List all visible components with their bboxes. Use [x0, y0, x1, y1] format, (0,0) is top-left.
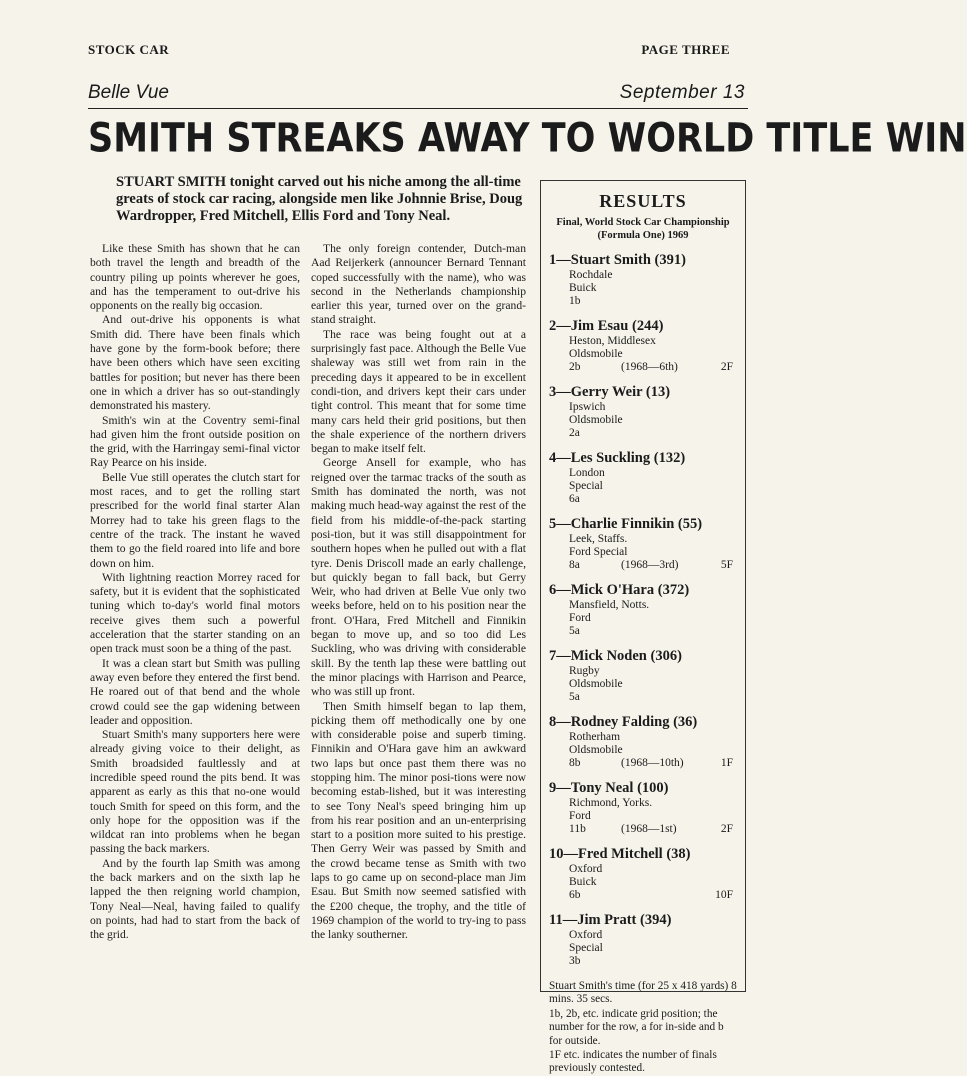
- result-grid-line: [549, 823, 737, 836]
- result-detail: 5a: [569, 625, 580, 637]
- article-column-1: [90, 242, 300, 943]
- note: 1F etc. indicates the number of finals previously contested.: [549, 1049, 717, 1075]
- result-detail: Heston, Middlesex: [569, 335, 656, 347]
- result-detail: 3b: [569, 955, 581, 967]
- lead-paragraph: STUART SMITH tonight carved out his niche among the all-time greats of stock car racing, alongside men like Johnnie Brise, Doug Wardropper, Fred Mitchell, Ellis Ford and Tony Neal.: [116, 174, 523, 224]
- result-grid-cell: (1968—1st): [621, 823, 677, 835]
- headline: SMITH STREAKS AWAY TO WORLD TITLE WIN: [88, 116, 967, 162]
- result-entry: [549, 648, 737, 704]
- article-column-2: [311, 242, 526, 943]
- result-grid-cell: 2F: [720, 361, 733, 373]
- result-grid-cell: 2F: [720, 823, 733, 835]
- result-detail: Oldsmobile: [569, 414, 623, 426]
- results-list: [549, 252, 737, 968]
- paragraph: And by the fourth lap Smith was among the back markers and on the sixth lap he lapped the then reigning world champion, Tony Neal—Neal, having failed to qualify on points, had had to start from the back of the grid.: [90, 856, 300, 942]
- result-grid-cell: (1968—6th): [621, 361, 678, 373]
- paragraph: Then Smith himself began to lap them, picking them off methodically one by one with considerable poise and superb timing. Finnikin and O'Hara gave him an awkward two laps but once past them there was no stopping him. The minor posi-tions were now becoming estab-lished, but it was interesting to see Tony Neal's speed bringing him up from his rear position and an un-enterprising start to a position more suited to his prestige. Then Gerry Weir was passed by Smith and the crowd became tense as Smith with two laps to go came up on second-place man Jim Esau. But Smith now seemed satisfied with the £200 cheque, the trophy, and the title of 1969 champion of the world to try-ing to pass the lanky southerner.: [311, 699, 526, 942]
- result-driver-name: 9—Tony Neal (100): [549, 780, 669, 796]
- result-detail: Oxford: [569, 863, 603, 875]
- result-detail: Rotherham: [569, 731, 621, 743]
- result-detail: Ford: [569, 810, 591, 822]
- result-detail: Richmond, Yorks.: [569, 797, 653, 809]
- result-detail: Ford: [569, 612, 591, 624]
- result-grid-cell: (1968—3rd): [621, 559, 679, 571]
- results-title: RESULTS: [599, 191, 687, 211]
- result-driver-name: 5—Charlie Finnikin (55): [549, 516, 703, 532]
- result-driver-name: 6—Mick O'Hara (372): [549, 582, 690, 598]
- running-header-page-number: PAGE THREE: [641, 42, 730, 57]
- result-grid-line: [549, 559, 737, 572]
- paragraph: It was a clean start but Smith was pulling away even before they entered the first bend. He roared out of that bend and the whole crowd could see the gap widening between leader and opposition.: [90, 656, 300, 727]
- paragraph: The race was being fought out at a surprisingly fast pace. Although the Belle Vue shaleway was still wet from rain in the preceding days it appeared to be in excellent condi-tion, and drivers kept their cars under tight control. This meant that for some time many cars held their grid positions, but then the shale experience of the northern drivers began to make itself felt.: [311, 327, 526, 456]
- result-detail: Leek, Staffs.: [569, 533, 628, 545]
- result-grid-line: [549, 361, 737, 374]
- result-detail: Mansfield, Notts.: [569, 599, 650, 611]
- header-rule: [88, 108, 748, 109]
- result-driver-name: 4—Les Suckling (132): [549, 450, 686, 466]
- result-driver-name: 11—Jim Pratt (394): [549, 912, 672, 928]
- result-entry: [549, 252, 737, 308]
- results-box: [540, 180, 746, 1075]
- result-entry: [549, 780, 737, 836]
- result-driver-name: 8—Rodney Falding (36): [549, 714, 698, 730]
- result-grid-cell: 5F: [720, 559, 733, 571]
- result-detail: 6a: [569, 493, 580, 505]
- result-detail: Oldsmobile: [569, 348, 623, 360]
- paragraph: Belle Vue still operates the clutch start for most races, and to get the rolling start prescribed for the world final starter Alan Morrey had to take his green flags to the centre of the track. The instant he waved them to go the field roared into life and bore down on him.: [90, 470, 300, 570]
- result-grid-cell: 8b: [569, 757, 581, 769]
- running-header-section: STOCK CAR: [88, 42, 170, 57]
- result-grid-cell: (1968—10th): [621, 757, 684, 769]
- result-detail: Oldsmobile: [569, 678, 623, 690]
- result-detail: 1b: [569, 295, 581, 307]
- paragraph: George Ansell for example, who has reigned over the tarmac tracks of the south as Smith has dominated the north, was not making much head-way against the rest of the field from his middle-of-the-pack starting posi-tion, but it was still disappointment for southern hopes when he pulled out with a flat tyre. Denis Driscoll made an early challenge, but quickly began to fall back, but Gerry Weir, who had driven at Belle Vue only two weeks before, held on to his position near the front. O'Hara, Fred Mitchell and Finnikin began to move up, and so too did Les Suckling, who was driving with considerable skill. By the tenth lap these were battling out the minor placings with Harrison and Pearce, who was still up front.: [311, 456, 526, 699]
- result-detail: Special: [569, 942, 603, 954]
- note: Stuart Smith's time (for 25 x 418 yards) 8 mins. 35 secs.: [549, 980, 737, 1006]
- result-detail: London: [569, 467, 605, 479]
- paragraph: Stuart Smith's many supporters here were already giving voice to their delight, as Smith broadsided faultlessly and at incredible speed round the pits bend. It was apparent as early as this that no-one would touch Smith for speed on this form, and the only hope for the opposition was if the wildcat ran into problems when he began passing the back markers.: [90, 728, 300, 856]
- result-entry: [549, 318, 737, 374]
- result-grid-line: [549, 889, 737, 902]
- paragraph: Smith's win at the Coventry semi-final had given him the front outside position on the grid, with the Harringay semi-final victor Ray Pearce on his inside.: [90, 413, 300, 470]
- result-detail: 5a: [569, 691, 580, 703]
- result-entry: [549, 714, 737, 770]
- result-detail: Rugby: [569, 665, 600, 677]
- result-entry: [549, 582, 737, 638]
- result-grid-cell: 1F: [720, 757, 733, 769]
- result-grid-cell: 11b: [569, 823, 586, 835]
- result-grid-cell: 8a: [569, 559, 580, 571]
- paragraph: The only foreign contender, Dutch-man Aad Reijerkerk (announcer Bernard Tennant coped successfully with the name), who was second in the Netherlands championship earlier this year, turned over on the grand-stand straight.: [311, 242, 526, 327]
- result-entry: [549, 516, 737, 572]
- results-notes: [549, 980, 737, 1076]
- result-entry: [549, 912, 737, 968]
- result-detail: Buick: [569, 876, 597, 888]
- result-grid-cell: [621, 889, 707, 902]
- result-detail: Oldsmobile: [569, 744, 623, 756]
- venue-label: Belle Vue: [88, 82, 169, 103]
- result-entry: [549, 450, 737, 506]
- note: 1b, 2b, etc. indicate grid position; the number for the row, a for in-side and b for outside.: [549, 1007, 724, 1047]
- result-driver-name: 10—Fred Mitchell (38): [549, 846, 691, 862]
- result-driver-name: 2—Jim Esau (244): [549, 318, 664, 334]
- paragraph: With lightning reaction Morrey raced for safety, but it is evident that the sophisticated tuning which to-day's world final motors receive gives them such a powerful acceleration that the starter standing on an open track must soon be a thing of the past.: [90, 570, 300, 656]
- result-entry: [549, 846, 737, 902]
- result-detail: Buick: [569, 282, 597, 294]
- result-entry: [549, 384, 737, 440]
- result-grid-cell: 2b: [569, 361, 581, 373]
- result-detail: Ipswich: [569, 401, 606, 413]
- result-driver-name: 1—Stuart Smith (391): [549, 252, 686, 268]
- date-label: September 13: [619, 82, 745, 103]
- paragraph: Like these Smith has shown that he can both travel the length and breadth of the country piling up points wherever he goes, and has the temperament to out-drive his opponents on the really big occasion.: [90, 242, 300, 313]
- paragraph: And out-drive his opponents is what Smith did. There have been finals which have gone by the form-book before; there have been others which have seen exciting battles for position; but never has there been one in which a driver has so out-standingly demonstrated his mastery.: [90, 313, 300, 413]
- result-detail: Special: [569, 480, 603, 492]
- result-detail: Rochdale: [569, 269, 613, 281]
- result-detail: Ford Special: [569, 546, 628, 558]
- result-grid-line: [549, 757, 737, 770]
- result-detail: 2a: [569, 427, 580, 439]
- result-driver-name: 7—Mick Noden (306): [549, 648, 682, 664]
- result-grid-cell: 6b: [569, 889, 581, 901]
- result-detail: Oxford: [569, 929, 603, 941]
- results-subtitle: Final, World Stock Car Championship (Formula One) 1969: [556, 217, 730, 241]
- result-grid-cell: 10F: [715, 889, 733, 901]
- result-driver-name: 3—Gerry Weir (13): [549, 384, 671, 400]
